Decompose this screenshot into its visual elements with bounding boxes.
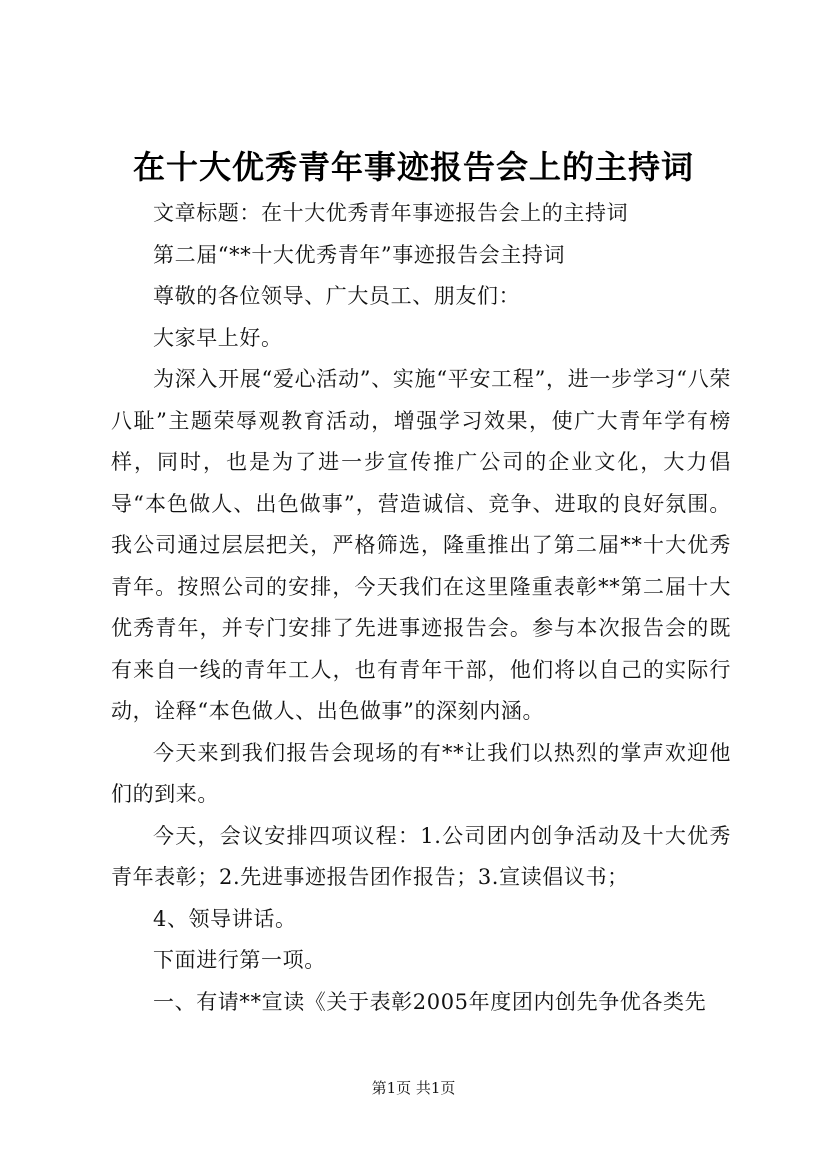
document-title: 在十大优秀青年事迹报告会上的主持词 bbox=[132, 148, 694, 186]
paragraph-agenda: 今天，会议安排四项议程：1.公司团内创争活动及十大优秀青年表彰；2.先进事迹报告团作报告；3.宣读倡议书； bbox=[111, 823, 731, 889]
paragraph-salutation: 尊敬的各位领导、广大员工、朋友们： bbox=[153, 284, 521, 308]
paragraph-article-title: 文章标题：在十大优秀青年事迹报告会上的主持词 bbox=[153, 201, 629, 225]
document-body bbox=[111, 193, 731, 1023]
paragraph-introduction: 为深入开展“爱心活动”、实施“平安工程”，进一步学习“八荣八耻”主题荣辱观教育活动，增强学习效果，使广大青年学有榜样，同时，也是为了进一步宣传推广公司的企业文化，大力倡导“本色做人、出色做事”，营造诚信、竞争、进取的良好氛围。我公司通过层层把关，严格筛选，隆重推出了第二届**十大优秀青年。按照公司的安排，今天我们在这里隆重表彰**第二届十大优秀青年，并专门安排了先进事迹报告会。参与本次报告会的既有来自一线的青年工人，也有青年干部，他们将以自己的实际行动，诠释“本色做人、出色做事”的深刻内涵。 bbox=[111, 367, 731, 723]
paragraph-agenda-item-4: 4、领导讲话。 bbox=[153, 906, 297, 931]
paragraph-subtitle: 第二届“**十大优秀青年”事迹报告会主持词 bbox=[153, 242, 566, 267]
paragraph-greeting: 大家早上好。 bbox=[153, 325, 283, 350]
paragraph-first-item-intro: 下面进行第一项。 bbox=[153, 948, 326, 972]
page-number-footer: 第1页 共1页 bbox=[371, 1079, 456, 1097]
paragraph-welcome-guests: 今天来到我们报告会现场的有**让我们以热烈的掌声欢迎他们的到来。 bbox=[111, 740, 731, 806]
paragraph-first-item: 一、有请**宣读《关于表彰2005年度团内创先争优各类先 bbox=[153, 989, 707, 1014]
